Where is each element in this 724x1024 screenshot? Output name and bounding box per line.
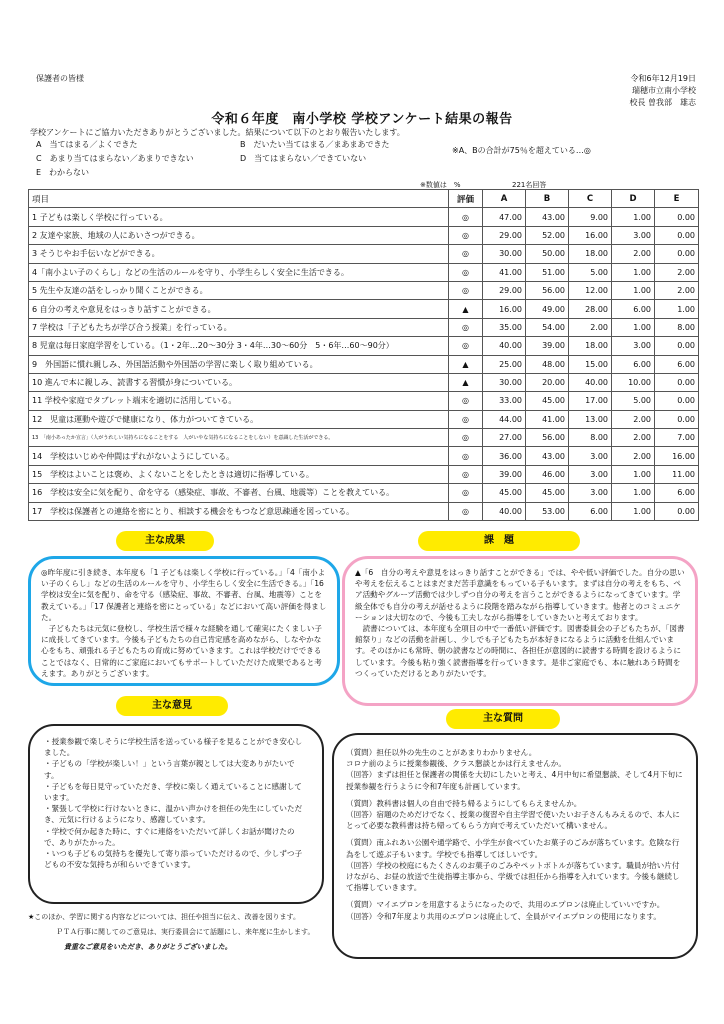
value-d-cell: 2.00 [612,245,655,263]
value-e-cell: 0.00 [655,245,699,263]
value-a-cell: 47.00 [483,208,526,226]
value-a-cell: 36.00 [483,447,526,465]
header-a: A [483,190,526,208]
value-d-cell: 2.00 [612,410,655,428]
value-b-cell: 56.00 [526,281,569,299]
table-row [29,245,699,263]
value-a-cell: 30.00 [483,245,526,263]
rating-cell: ▲ [449,373,483,391]
value-e-cell: 0.00 [655,337,699,355]
value-d-cell: 1.00 [612,281,655,299]
value-c-cell: 12.00 [569,281,612,299]
footer-thanks: 貴重なご意見をいただき、ありがとうございました。 [64,943,232,951]
value-e-cell: 2.00 [655,281,699,299]
header-c: C [569,190,612,208]
value-c-cell: 8.00 [569,429,612,447]
table-row [29,208,699,226]
item-cell: 15 学校はよいことは褒め、よくないことをしたときは適切に指導している。 [29,465,449,483]
value-e-cell: 11.00 [655,465,699,483]
value-c-cell: 40.00 [569,373,612,391]
value-e-cell: 6.00 [655,484,699,502]
header-item: 項目 [29,190,449,208]
value-c-cell: 18.00 [569,337,612,355]
value-d-cell: 3.00 [612,226,655,244]
value-a-cell: 35.00 [483,318,526,336]
table-row [29,410,699,428]
table-row [29,318,699,336]
item-cell: 3 そうじやお手伝いなどができる。 [29,245,449,263]
rating-cell: ◎ [449,337,483,355]
rating-cell: ◎ [449,429,483,447]
value-a-cell: 45.00 [483,484,526,502]
table-row [29,281,699,299]
school-name: 瑞穂市立南小学校 [632,86,696,95]
rating-cell: ◎ [449,410,483,428]
value-a-cell: 25.00 [483,355,526,373]
questions-list [346,747,684,922]
table-row [29,429,699,447]
value-a-cell: 27.00 [483,429,526,447]
questions-box [332,733,698,959]
value-b-cell: 45.00 [526,484,569,502]
value-c-cell: 18.00 [569,245,612,263]
addressee: 保護者の皆様 [36,74,84,83]
value-d-cell: 1.00 [612,502,655,520]
rating-cell: ◎ [449,447,483,465]
value-d-cell: 6.00 [612,355,655,373]
header-e: E [655,190,699,208]
item-cell: 13 「南小あったか宣言」（人がうれしい気持ちになることをする 人がいやな気持ちになることをしない）を意識した生活ができる。 [29,429,449,447]
issues-text: ▲「6 自分の考えや意見をはっきり話すことができる」では、やや低い評価でした。自分の思いや考えを伝えることはまだまだ苦手意識をもっている子もいます。まずは自分の考えをもち、ペア活動やグループ活動では少しずつ自分の考えを言うことができるようになってきています。学級全体でも自分の考えが話せるように段階を踏みながら指導していきます。他者とのコミュニケーションは大切なので、今後も工夫しながら指導をしていきたいと考えております。 読書については、本年度も全項目の中で一番低い評価です。図書委員会の子どもたちが、「図書館祭り」などの活動を計画し、少しでも子どもたちが本好きになるように活動を仕組んでいます。そのほかにも常時、朝の読書などの時間に、各担任が意図的に読書する時間を設けるようにしています。今後も粘り強く読書指導を行っていきます。是非ご家庭でも、本に触れあう時間をつくっていただけるとありがたいです。 [355,568,685,678]
opinion-item: ・子どもの「学校が楽しい！」という言葉が親としては大変ありがたいです。 [44,759,295,780]
rating-cell: ◎ [449,465,483,483]
value-a-cell: 39.00 [483,465,526,483]
item-cell: 14 学校はいじめや仲間はずれがないようにしている。 [29,447,449,465]
value-e-cell: 0.00 [655,226,699,244]
value-d-cell: 2.00 [612,429,655,447]
value-b-cell: 41.00 [526,410,569,428]
value-c-cell: 6.00 [569,502,612,520]
rating-cell: ◎ [449,245,483,263]
value-e-cell: 0.00 [655,410,699,428]
table-row [29,484,699,502]
header-rating: 評価 [449,190,483,208]
results-text: ◎昨年度に引き続き、本年度も「1 子どもは楽しく学校に行っている。」「4「南小よい子のくらし」などの生活のルールを守り、小学生らしく安全に生活できる。」「16 学校は安全に気を配り、命を守る（感染症、事故、不審者、台風、地震等）ことを教えている。」「17 保護者と連絡を密にとっている」などにおいて高い評価を得ました。 子どもたちは元気に登校し、学校生活で様々な経験を通して確実にたくましい子に成長してきています。今後も子どもたちの自己肯定感を高めながら、しなやかな心をもち、頑張れる子どもたちの育成に努めていきます。これは学校だけでできることではなく、日常的にご家庭においてもサポートしていただけた成果であると考えます。ありがとうございます。 [41,568,327,678]
item-cell: 5 先生や友達の話をしっかり聞くことができる。 [29,281,449,299]
value-e-cell: 16.00 [655,447,699,465]
item-cell: 12 児童は運動や遊びで健康になり、体力がついてきている。 [29,410,449,428]
value-d-cell: 1.00 [612,465,655,483]
value-c-cell: 5.00 [569,263,612,281]
value-b-cell: 53.00 [526,502,569,520]
footer-note-1: ★このほか、学習に関する内容などについては、担任や担当に伝え、改善を図ります。 [28,913,300,921]
value-c-cell: 3.00 [569,465,612,483]
rating-cell: ◎ [449,226,483,244]
results-heading: 主な成果 [116,531,214,551]
value-e-cell: 0.00 [655,373,699,391]
value-c-cell: 3.00 [569,484,612,502]
value-b-cell: 45.00 [526,392,569,410]
value-b-cell: 49.00 [526,300,569,318]
value-e-cell: 6.00 [655,355,699,373]
value-b-cell: 51.00 [526,263,569,281]
legend-note: ※A、Bの合計が75％を超えている…◎ [452,146,591,155]
qa-item: （質問）教科書は個人の自由で持ち帰るようにしてもらえませんか。 （回答）宿題のためだけでなく、授業の復習や自主学習で使いたいお子さんもみえるので、本人にとって必要な教科書は持ち帰ってもらう方向で考えていただいて構いません。 [346,798,680,831]
value-b-cell: 56.00 [526,429,569,447]
opinions-list [44,736,308,870]
qa-item: （質問）マイエプロンを用意するようになったので、共用のエプロンは廃止していいですか。 （回答）令和7年度より共用のエプロンは廃止して、全員がマイエプロンの使用になります。 [346,900,665,921]
value-b-cell: 46.00 [526,465,569,483]
rating-cell: ▲ [449,355,483,373]
value-e-cell: 8.00 [655,318,699,336]
table-row [29,355,699,373]
opinion-item: ・子どもを毎日見守っていただき、学校に楽しく通えていることに感謝しています。 [44,781,302,803]
item-cell: 17 学校は保護者との連絡を密にとり、相談する機会をもつなど意思疎通を図っている。 [29,502,449,520]
item-cell: 16 学校は安全に気を配り、命を守る（感染症、事故、不審者、台風、地震等）ことを教えている。 [29,484,449,502]
value-b-cell: 43.00 [526,447,569,465]
rating-cell: ◎ [449,263,483,281]
footer-note-2: ＰＴＡ行事に関してのご意見は、実行委員会にて話題にし、来年度に生かします。 [56,928,315,936]
opinion-item: ・いつも子どもの気持ちを優先して寄り添っていただけるので、少しずつ子どもの不安な気持ちが和らいできています。 [44,849,303,870]
value-b-cell: 20.00 [526,373,569,391]
value-b-cell: 54.00 [526,318,569,336]
page-title: 令和６年度 南小学校 学校アンケート結果の報告 [211,112,513,127]
value-c-cell: 17.00 [569,392,612,410]
item-cell: 1 子どもは楽しく学校に行っている。 [29,208,449,226]
table-row [29,226,699,244]
survey-results-table [28,189,699,521]
value-c-cell: 28.00 [569,300,612,318]
value-a-cell: 29.00 [483,281,526,299]
rating-cell: ◎ [449,281,483,299]
value-a-cell: 16.00 [483,300,526,318]
header-b: B [526,190,569,208]
item-cell: 11 学校や家庭でタブレット端末を適切に活用している。 [29,392,449,410]
value-e-cell: 0.00 [655,392,699,410]
value-c-cell: 3.00 [569,447,612,465]
questions-heading: 主な質問 [446,709,560,729]
value-c-cell: 9.00 [569,208,612,226]
value-e-cell: 1.00 [655,300,699,318]
value-a-cell: 30.00 [483,373,526,391]
qa-item: （質問）担任以外の先生のことがあまりわかりません。 コロナ前のように授業参観後、クラス懇談とかは行えませんか。 （回答）まずは担任と保護者の関係を大切にしたいと考え、4月中旬に希望懇談、そして4月下旬に授業参観を行うように令和7年度も計画しています。 [346,748,683,791]
respondent-count: 221名回答 [512,181,547,189]
rating-cell: ◎ [449,502,483,520]
table-row [29,263,699,281]
rating-cell: ◎ [449,208,483,226]
value-d-cell: 10.00 [612,373,655,391]
opinion-item: ・授業参観で楽しそうに学校生活を送っている様子を見ることができ安心しました。 [44,737,303,758]
item-cell: 4「南小よい子のくらし」などの生活のルールを守り、小学生らしく安全に生活できる。 [29,263,449,281]
table-row [29,465,699,483]
opinions-heading: 主な意見 [116,696,228,716]
table-header-row [29,190,699,208]
item-cell: 9 外国語に慣れ親しみ、外国語活動や外国語の学習に楽しく取り組めている。 [29,355,449,373]
table-row [29,337,699,355]
item-cell: 6 自分の考えや意見をはっきり話すことができる。 [29,300,449,318]
unit-note: ※数値は % [420,181,461,189]
legend-d: D 当てはまらない／できていない [240,154,367,163]
value-e-cell: 2.00 [655,263,699,281]
principal-name: 校長 曽我部 雄志 [629,98,696,107]
value-b-cell: 43.00 [526,208,569,226]
value-d-cell: 3.00 [612,337,655,355]
intro-text: 学校アンケートにご協力いただきありがとうございました。結果について以下のとおり報告いたします。 [30,128,405,137]
value-a-cell: 33.00 [483,392,526,410]
value-d-cell: 1.00 [612,263,655,281]
legend-e: E わからない [36,168,90,177]
value-e-cell: 0.00 [655,502,699,520]
table-row [29,373,699,391]
value-a-cell: 40.00 [483,502,526,520]
rating-cell: ▲ [449,300,483,318]
rating-cell: ◎ [449,484,483,502]
qa-item: （質問）南ふれあい公園や通学路で、小学生が食べていたお菓子のごみが落ちています。危険な行為をして遊ぶ子もいます。学校でも指導してほしいです。 （回答）学校の校庭にもたくさんのお菓子のごみやペットボトルが落ちています。職員が拾い片付けながら、お昼の放送で生徒指導主事から、学級では担任から指導を入れています。今後も継続して指導していきます。 [346,838,680,893]
item-cell: 8 児童は毎日家庭学習をしている。（1・2年…20～30分 3・4年…30～60分 5・6年…60～90分） [29,337,449,355]
value-b-cell: 50.00 [526,245,569,263]
value-c-cell: 15.00 [569,355,612,373]
opinion-item: ・学校で何か起きた時に、すぐに連絡をいただいて詳しくお話が聞けたので、ありがたかった。 [44,826,295,847]
opinions-box [28,724,324,904]
value-a-cell: 40.00 [483,337,526,355]
header-d: D [612,190,655,208]
value-b-cell: 39.00 [526,337,569,355]
issues-heading: 課 題 [418,531,580,551]
value-a-cell: 29.00 [483,226,526,244]
table-row [29,502,699,520]
table-row [29,447,699,465]
value-d-cell: 1.00 [612,318,655,336]
item-cell: 2 友達や家族、地域の人にあいさつができる。 [29,226,449,244]
value-d-cell: 6.00 [612,300,655,318]
opinion-item: ・緊張して学校に行けないときに、温かい声かけを担任の先生にしていただき、元気に行けるようになり、感謝しています。 [44,804,303,825]
table-row [29,300,699,318]
rating-cell: ◎ [449,318,483,336]
value-a-cell: 44.00 [483,410,526,428]
value-d-cell: 1.00 [612,484,655,502]
value-b-cell: 48.00 [526,355,569,373]
value-d-cell: 5.00 [612,392,655,410]
value-c-cell: 13.00 [569,410,612,428]
item-cell: 10 進んで本に親しみ、読書する習慣が身についている。 [29,373,449,391]
legend-c: C あまり当てはまらない／あまりできない [36,154,194,163]
value-e-cell: 7.00 [655,429,699,447]
value-c-cell: 16.00 [569,226,612,244]
table-row [29,392,699,410]
value-c-cell: 2.00 [569,318,612,336]
value-a-cell: 41.00 [483,263,526,281]
value-e-cell: 0.00 [655,208,699,226]
legend-a: A 当てはまる／よくできた [36,140,138,149]
issue-date: 令和6年12月19日 [630,74,696,83]
legend-b: B だいたい当てはまる／まあまあできた [240,140,390,149]
rating-cell: ◎ [449,392,483,410]
results-box [28,556,340,686]
value-d-cell: 1.00 [612,208,655,226]
issues-box [342,556,698,706]
value-b-cell: 52.00 [526,226,569,244]
value-d-cell: 2.00 [612,447,655,465]
item-cell: 7 学校は「子どもたちが学び合う授業」を行っている。 [29,318,449,336]
